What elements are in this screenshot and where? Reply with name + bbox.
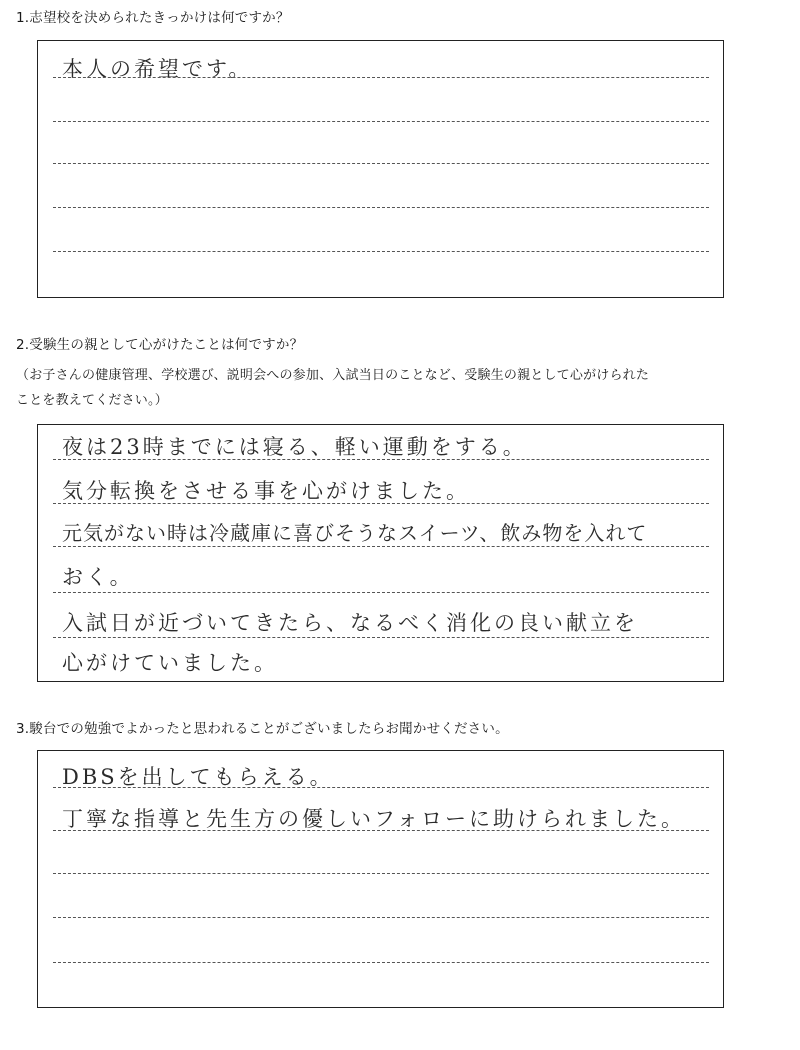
rule-line — [53, 207, 709, 208]
rule-line — [53, 592, 709, 593]
answer-box-1 — [37, 40, 724, 298]
rule-line — [53, 251, 709, 252]
rule-line — [53, 77, 709, 78]
question-1: 1.志望校を決められたきっかけは何ですか？ — [16, 10, 290, 26]
rule-line — [53, 830, 709, 831]
answer-box-2 — [37, 424, 724, 682]
question-2: 2.受験生の親として心がけたことは何ですか？ — [16, 337, 304, 353]
rule-line — [53, 787, 709, 788]
answer-2-line-5: 入試日が近づいてきたら、なるべく消化の良い献立を — [62, 611, 638, 635]
rule-line — [53, 917, 709, 918]
question-2-note-line-1: （お子さんの健康管理、学校選び、説明会への参加、入試当日のことなど、受験生の親として心がけられた — [16, 368, 650, 383]
rule-line — [53, 503, 709, 504]
rule-line — [53, 637, 709, 638]
rule-line — [53, 121, 709, 122]
answer-3-line-1: DBSを出してもらえる。 — [62, 765, 334, 789]
answer-box-3 — [37, 750, 724, 1008]
answer-2-line-1: 夜は23時までには寝る、軽い運動をする。 — [62, 435, 527, 459]
answer-1-line-1: 本人の希望です。 — [62, 57, 253, 81]
answer-2-line-2: 気分転換をさせる事を心がけました。 — [62, 479, 470, 503]
question-2-note-line-2: ことを教えてください。） — [16, 393, 168, 408]
answer-2-line-6: 心がけていました。 — [62, 651, 278, 675]
rule-line — [53, 459, 709, 460]
answer-2-line-3: 元気がない時は冷蔵庫に喜びそうなスイーツ、飲み物を入れて — [62, 521, 648, 545]
rule-line — [53, 873, 709, 874]
rule-line — [53, 546, 709, 547]
answer-3-line-2: 丁寧な指導と先生方の優しいフォローに助けられました。 — [62, 807, 685, 831]
rule-line — [53, 962, 709, 963]
rule-line — [53, 163, 709, 164]
answer-2-line-4: おく。 — [62, 565, 134, 589]
question-3: 3.駿台での勉強でよかったと思われることがございましたらお聞かせください。 — [16, 721, 509, 737]
